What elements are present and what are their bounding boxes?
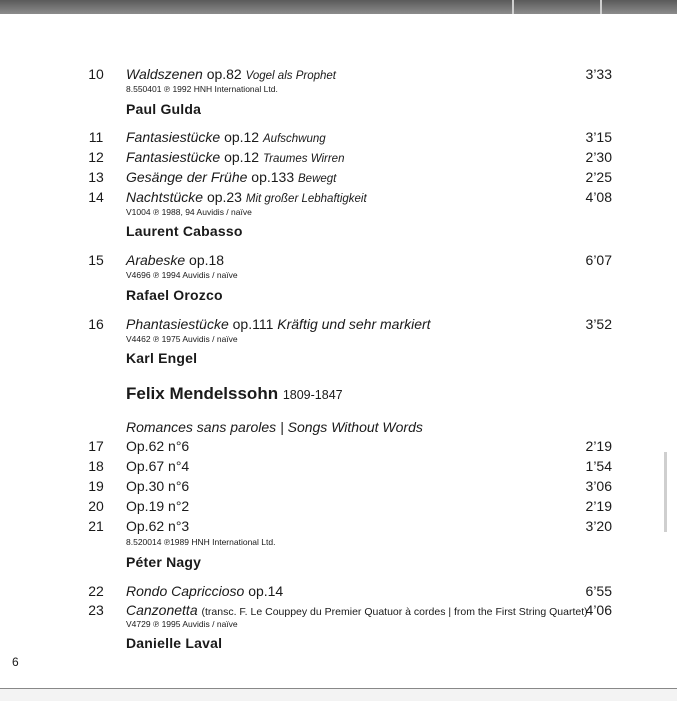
track-title: Arabeske op.18 [126,252,225,268]
track-duration: 3’33 [585,66,612,82]
composer-dates: 1809-1847 [282,388,343,402]
track-number: 18 [88,458,104,474]
track-title: Gesänge der Frühe op.133 Bewegt [126,169,337,185]
performer-name: Danielle Laval [126,635,223,651]
track-duration: 2’25 [585,169,612,185]
track-number: 10 [88,66,104,82]
track-number: 15 [88,252,104,268]
bottom-edge [0,688,677,701]
track-row [0,478,677,498]
track-row [0,66,677,86]
page-number: 6 [12,655,19,669]
track-duration: 1’54 [585,458,612,474]
track-duration: 2’19 [585,498,612,514]
section-subtitle: Romances sans paroles | Songs Without Words [126,419,423,435]
track-row [0,169,677,189]
track-row [0,189,677,209]
track-title: Waldszenen op.82 Vogel als Prophet [126,66,336,82]
track-duration: 4’08 [585,189,612,205]
track-duration: 3’15 [585,129,612,145]
track-title: Canzonetta (transc. F. Le Couppey du Premier Quatuor à cordes | from the First String Quartet) [126,602,588,618]
catalog-line: V1004 ℗ 1988, 94 Auvidis / naïve [126,207,252,217]
track-title: Fantasiestücke op.12 Traumes Wirren [126,149,345,165]
catalog-line: 8.550401 ℗ 1992 HNH International Ltd. [126,84,278,94]
track-number: 19 [88,478,104,494]
track-number: 11 [88,129,104,145]
track-duration: 3’20 [585,518,612,534]
track-duration: 2’19 [585,438,612,454]
track-number: 22 [88,583,104,599]
catalog-line: 8.520014 ℗1989 HNH International Ltd. [126,537,276,547]
track-duration: 2’30 [585,149,612,165]
track-title: Nachtstücke op.23 Mit großer Lebhaftigkeit [126,189,367,205]
track-duration: 4’06 [585,602,612,618]
track-number: 21 [88,518,104,534]
catalog-line: V4696 ℗ 1994 Auvidis / naïve [126,270,238,280]
scan-highlight [512,0,514,14]
track-duration: 6’55 [585,583,612,599]
track-row [0,149,677,169]
track-number: 12 [88,149,104,165]
track-number: 20 [88,498,104,514]
track-title: Op.62 n°3 [126,518,190,534]
track-row [0,498,677,518]
track-row [0,602,677,622]
track-duration: 3’06 [585,478,612,494]
track-title: Op.67 n°4 [126,458,190,474]
performer-name: Péter Nagy [126,554,202,570]
track-row [0,518,677,538]
track-number: 17 [88,438,104,454]
track-row [0,583,677,603]
composer-heading: Felix Mendelssohn 1809-1847 [126,384,343,403]
track-title: Rondo Capriccioso op.14 [126,583,284,599]
performer-name: Rafael Orozco [126,287,223,303]
track-number: 23 [88,602,104,618]
performer-name: Paul Gulda [126,101,202,117]
track-row [0,129,677,149]
track-row [0,458,677,478]
track-title: Op.62 n°6 [126,438,190,454]
track-title: Fantasiestücke op.12 Aufschwung [126,129,326,145]
performer-name: Karl Engel [126,350,198,366]
track-row [0,316,677,336]
top-edge-strip [0,0,677,14]
track-number: 14 [88,189,104,205]
track-row [0,252,677,272]
track-number: 16 [88,316,104,332]
catalog-line: V4462 ℗ 1975 Auvidis / naïve [126,334,238,344]
track-row [0,438,677,458]
performer-name: Laurent Cabasso [126,223,243,239]
track-title: Op.19 n°2 [126,498,190,514]
track-title: Phantasiestücke op.111 Kräftig und sehr markiert [126,316,431,332]
track-duration: 6’07 [585,252,612,268]
catalog-line: V4729 ℗ 1995 Auvidis / naïve [126,619,238,629]
track-duration: 3’52 [585,316,612,332]
track-number: 13 [88,169,104,185]
scan-highlight [600,0,602,14]
track-title: Op.30 n°6 [126,478,190,494]
